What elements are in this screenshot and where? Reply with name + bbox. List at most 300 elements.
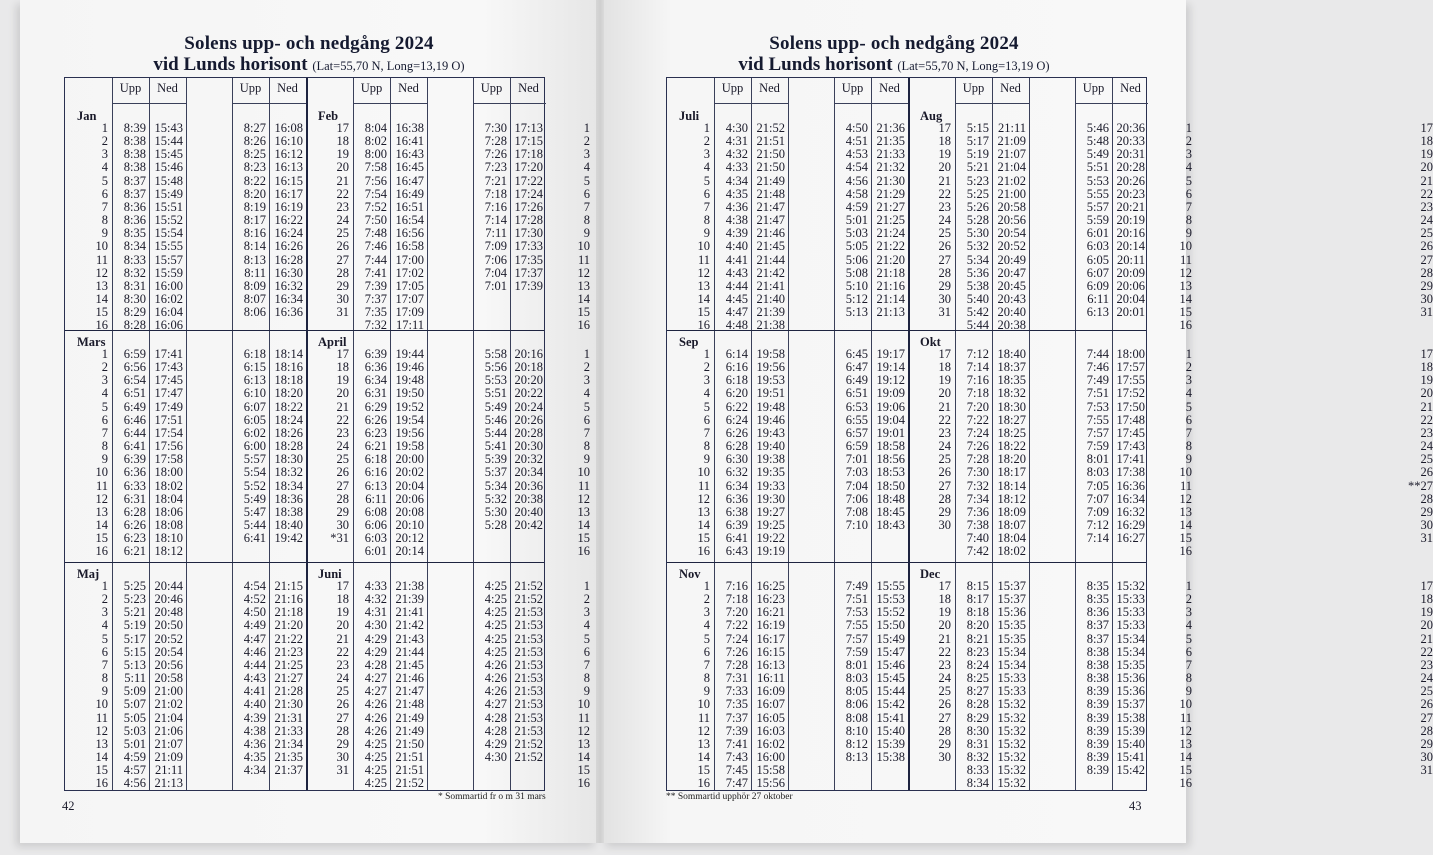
- sunset-time: 19:25: [756, 517, 785, 532]
- sunrise-time: 8:37: [123, 173, 146, 188]
- sunset-time: 19:51: [756, 386, 785, 401]
- sunrise-time: 4:57: [123, 763, 146, 778]
- sunset-time: 21:11: [154, 763, 183, 778]
- day-number: 25: [1420, 684, 1433, 699]
- sunset-time: 16:26: [274, 239, 303, 254]
- month-name-juni: Juni: [318, 567, 342, 581]
- sunset-time: 20:58: [154, 671, 183, 686]
- sunset-time: 21:16: [274, 592, 303, 607]
- day-number: 2: [101, 134, 108, 149]
- day-number: 7: [101, 657, 108, 672]
- day-number: 17: [1420, 347, 1433, 361]
- sunrise-time: 4:29: [364, 644, 387, 659]
- sunrise-time: 4:26: [364, 697, 387, 712]
- sunset-time: 20:16: [514, 347, 543, 361]
- day-number: 15: [697, 305, 710, 320]
- sunrise-time: 5:37: [484, 465, 507, 480]
- sunset-time: 16:51: [395, 199, 424, 214]
- day-number: 14: [577, 749, 590, 764]
- sunset-time: 17:43: [1116, 439, 1145, 454]
- sunrise-time: 4:51: [845, 134, 868, 149]
- sunrise-time: 8:29: [966, 710, 989, 725]
- sunrise-time: 8:39: [1086, 710, 1109, 725]
- sunset-time: 16:34: [1116, 491, 1145, 506]
- sunrise-time: 6:13: [1086, 305, 1109, 320]
- sunrise-time: 5:32: [966, 239, 989, 254]
- sunset-time: 16:17: [274, 186, 303, 201]
- sunrise-time: 5:46: [484, 412, 507, 427]
- sunrise-time: 5:52: [243, 478, 266, 493]
- day-number: 29: [1420, 504, 1433, 519]
- day-number: 13: [697, 278, 710, 293]
- day-number: 9: [1185, 684, 1192, 699]
- day-number: 22: [938, 644, 951, 659]
- sunrise-time: 6:55: [845, 412, 868, 427]
- day-number: 4: [703, 386, 710, 401]
- day-number: 27: [336, 710, 349, 725]
- day-number: 23: [938, 425, 951, 440]
- sunset-time: 16:41: [395, 134, 424, 149]
- day-number: 26: [938, 697, 951, 712]
- sunset-time: 21:27: [876, 199, 905, 214]
- day-number: 27: [1420, 710, 1433, 725]
- day-number: 13: [1179, 278, 1192, 293]
- sunrise-time: 6:18: [364, 452, 387, 467]
- day-number: 11: [95, 478, 108, 493]
- sunrise-time: 8:23: [966, 644, 989, 659]
- day-number: 7: [101, 199, 108, 214]
- day-number: 3: [101, 605, 108, 620]
- sunset-time: 19:14: [876, 360, 905, 375]
- day-number: 18: [938, 592, 951, 607]
- day-number: 10: [95, 465, 108, 480]
- day-number: 10: [577, 697, 590, 712]
- day-number: 8: [583, 439, 590, 454]
- day-number: 29: [938, 278, 951, 293]
- day-number: 11: [1179, 252, 1192, 267]
- day-number: 21: [938, 631, 951, 646]
- sunset-time: 17:22: [514, 173, 543, 188]
- sunrise-time: 6:41: [123, 439, 146, 454]
- sunrise-time: 5:32: [484, 491, 507, 506]
- sunrise-time: 6:32: [725, 465, 748, 480]
- sunset-time: 15:32: [1116, 579, 1145, 593]
- sunset-time: 21:14: [876, 291, 905, 306]
- sun-table: [64, 77, 590, 791]
- sunset-time: 21:42: [756, 265, 785, 280]
- sunrise-time: 4:41: [725, 252, 748, 267]
- sunrise-time: 6:18: [725, 373, 748, 388]
- sunrise-time: 4:35: [243, 749, 266, 764]
- sunset-time: 19:50: [395, 386, 424, 401]
- sunset-time: 20:12: [395, 531, 424, 546]
- day-number: 3: [1185, 147, 1192, 162]
- day-number: 30: [938, 291, 951, 306]
- page-subtitle: [20, 54, 598, 76]
- sunrise-time: 7:20: [966, 399, 989, 414]
- day-number: 14: [95, 517, 108, 532]
- sunset-time: 19:48: [395, 373, 424, 388]
- day-number: 9: [703, 684, 710, 699]
- day-number: 15: [1179, 763, 1192, 778]
- sunset-time: 20:10: [395, 517, 424, 532]
- day-number: 20: [336, 160, 349, 175]
- sunrise-time: 6:36: [123, 465, 146, 480]
- sunset-time: 20:36: [1116, 121, 1145, 135]
- sunset-time: 20:46: [154, 592, 183, 607]
- day-number: 12: [95, 265, 108, 280]
- day-number: 1: [1185, 579, 1192, 593]
- sunrise-time: 8:39: [1086, 736, 1109, 751]
- sunset-time: 19:58: [395, 439, 424, 454]
- sunrise-time: 4:56: [123, 776, 146, 791]
- sunrise-time: 5:44: [484, 425, 507, 440]
- day-number: 5: [583, 631, 590, 646]
- sunrise-time: 6:57: [845, 425, 868, 440]
- day-number: 13: [95, 736, 108, 751]
- sunrise-time: 6:36: [364, 360, 387, 375]
- sunset-time: 19:58: [756, 347, 785, 361]
- column-header-rise: Upp: [480, 81, 503, 95]
- sunset-time: 17:20: [514, 160, 543, 175]
- column-header-rise: Upp: [962, 81, 985, 95]
- sunset-time: 21:41: [395, 605, 424, 620]
- sunset-time: 21:53: [514, 644, 543, 659]
- column-header-rise: Upp: [360, 81, 383, 95]
- sunset-time: 19:42: [274, 531, 303, 546]
- day-number: 17: [938, 347, 951, 361]
- sunset-time: 20:56: [154, 657, 183, 672]
- sunset-time: 15:32: [997, 749, 1026, 764]
- sunset-time: 16:32: [1116, 504, 1145, 519]
- sunset-time: 20:19: [1116, 213, 1145, 228]
- sunset-time: 15:56: [756, 776, 785, 791]
- sunrise-time: 7:47: [725, 776, 748, 791]
- sunset-time: 21:53: [514, 697, 543, 712]
- sunset-time: 16:38: [395, 121, 424, 135]
- column-header-rise: Upp: [841, 81, 864, 95]
- day-number: 30: [336, 749, 349, 764]
- day-number: 28: [1420, 723, 1433, 738]
- sunrise-time: 7:31: [725, 671, 748, 686]
- sunrise-time: 7:48: [364, 226, 387, 241]
- sunrise-time: 8:31: [966, 736, 989, 751]
- sunrise-time: 7:50: [364, 213, 387, 228]
- day-number: 15: [697, 763, 710, 778]
- sunset-time: 21:49: [395, 710, 424, 725]
- sunset-time: 15:42: [876, 697, 905, 712]
- sunset-time: 21:35: [876, 134, 905, 149]
- sunset-time: 18:10: [154, 531, 183, 546]
- day-number: 1: [1185, 347, 1192, 361]
- day-number: 28: [938, 491, 951, 506]
- sunrise-time: 7:41: [364, 265, 387, 280]
- day-number: 30: [938, 517, 951, 532]
- sunrise-time: 8:38: [123, 160, 146, 175]
- sunset-time: 21:16: [876, 278, 905, 293]
- sunrise-time: 4:47: [725, 305, 748, 320]
- sunset-time: 15:32: [997, 723, 1026, 738]
- sunset-time: 21:53: [514, 618, 543, 633]
- sunset-time: 20:50: [154, 618, 183, 633]
- sunset-time: 18:06: [154, 504, 183, 519]
- month-name-sep: Sep: [679, 335, 699, 349]
- page-subtitle: [602, 54, 1186, 76]
- sunrise-time: 8:25: [966, 671, 989, 686]
- sunset-time: 20:24: [514, 399, 543, 414]
- sunset-time: 15:55: [154, 239, 183, 254]
- day-number: 4: [583, 386, 590, 401]
- day-number: 6: [583, 186, 590, 201]
- sunset-time: 21:22: [876, 239, 905, 254]
- sunrise-time: 7:20: [725, 605, 748, 620]
- day-number: 6: [1185, 412, 1192, 427]
- sunset-time: 15:34: [1116, 631, 1145, 646]
- day-number: 26: [1420, 239, 1433, 254]
- day-number: 6: [703, 412, 710, 427]
- sunrise-time: 4:40: [725, 239, 748, 254]
- day-number: 29: [336, 736, 349, 751]
- sunrise-time: 7:55: [1086, 412, 1109, 427]
- sunrise-time: 6:38: [725, 504, 748, 519]
- sunset-time: 21:02: [997, 173, 1026, 188]
- sunrise-time: 4:39: [725, 226, 748, 241]
- footnote: ** Sommartid upphör 27 oktober: [666, 792, 793, 802]
- sunset-time: 20:26: [514, 412, 543, 427]
- sunrise-time: 7:24: [966, 425, 989, 440]
- day-number: 30: [1420, 517, 1433, 532]
- sunset-time: 21:28: [274, 684, 303, 699]
- sunrise-time: 7:28: [484, 134, 507, 149]
- sunset-time: 20:30: [514, 439, 543, 454]
- sunrise-time: 6:13: [243, 373, 266, 388]
- day-number: 28: [1420, 491, 1433, 506]
- day-number: 14: [697, 291, 710, 306]
- day-number: 19: [336, 147, 349, 162]
- sunrise-time: 4:27: [484, 697, 507, 712]
- sunset-time: 19:27: [756, 504, 785, 519]
- day-number: 18: [1420, 134, 1433, 149]
- sunrise-time: 7:37: [725, 710, 748, 725]
- day-number: 22: [336, 186, 349, 201]
- sunset-time: 18:24: [274, 412, 303, 427]
- sunset-time: 17:33: [514, 239, 543, 254]
- header-underline: [1075, 103, 1148, 104]
- sunset-time: 18:30: [274, 452, 303, 467]
- sunrise-time: 5:57: [243, 452, 266, 467]
- day-number: 26: [336, 239, 349, 254]
- sunset-time: 15:49: [154, 186, 183, 201]
- sunset-time: 15:35: [997, 631, 1026, 646]
- day-number: 15: [1179, 305, 1192, 320]
- sunrise-time: 5:12: [845, 291, 868, 306]
- sunrise-time: 5:46: [1086, 121, 1109, 135]
- day-number: 11: [577, 252, 590, 267]
- sunrise-time: 4:30: [484, 749, 507, 764]
- sunset-time: 15:36: [997, 605, 1026, 620]
- sunrise-time: 8:27: [243, 121, 266, 135]
- sunrise-time: 8:02: [364, 134, 387, 149]
- day-number: 9: [1185, 226, 1192, 241]
- sunrise-time: 5:34: [484, 478, 507, 493]
- day-number: 5: [101, 631, 108, 646]
- month-name-juli: Juli: [679, 109, 700, 123]
- sunrise-time: 4:47: [243, 631, 266, 646]
- sunset-time: 19:38: [756, 452, 785, 467]
- sunrise-time: 7:05: [1086, 478, 1109, 493]
- day-number: 15: [577, 763, 590, 778]
- sunset-time: 17:28: [514, 213, 543, 228]
- sunset-time: 21:30: [274, 697, 303, 712]
- sunrise-time: 5:47: [243, 504, 266, 519]
- day-number: 12: [1179, 723, 1192, 738]
- day-number: 7: [1185, 425, 1192, 440]
- sunrise-time: 6:53: [845, 399, 868, 414]
- sunrise-time: 4:50: [243, 605, 266, 620]
- sunrise-time: 7:14: [484, 213, 507, 228]
- sunrise-time: 7:16: [484, 199, 507, 214]
- day-number: 17: [336, 579, 349, 593]
- sunset-time: 17:41: [154, 347, 183, 361]
- sunset-time: 20:54: [154, 644, 183, 659]
- sunrise-time: 8:39: [1086, 697, 1109, 712]
- sunset-time: 19:52: [395, 399, 424, 414]
- sunset-time: 21:23: [274, 644, 303, 659]
- sunrise-time: 8:00: [364, 147, 387, 162]
- sunset-time: 15:43: [154, 121, 183, 135]
- sunrise-time: 7:39: [725, 723, 748, 738]
- sunrise-time: 8:05: [845, 684, 868, 699]
- sunrise-time: 7:39: [364, 278, 387, 293]
- day-number: 29: [938, 504, 951, 519]
- sunset-time: 20:47: [997, 265, 1026, 280]
- day-number: 4: [703, 160, 710, 175]
- sunrise-time: 8:31: [123, 278, 146, 293]
- sunrise-time: 8:39: [1086, 723, 1109, 738]
- sunrise-time: 6:41: [243, 531, 266, 546]
- sunset-time: 16:07: [756, 697, 785, 712]
- day-number: 8: [703, 213, 710, 228]
- sunrise-time: 4:28: [364, 657, 387, 672]
- subtitle-coordinates: (Lat=55,70 N, Long=13,19 O): [312, 59, 465, 73]
- sunset-time: 15:33: [997, 671, 1026, 686]
- sunrise-time: 7:35: [725, 697, 748, 712]
- sunset-time: 18:27: [997, 412, 1026, 427]
- sunrise-time: 8:34: [123, 239, 146, 254]
- sunrise-time: 7:12: [966, 347, 989, 361]
- sunset-time: 16:11: [756, 671, 785, 686]
- sunset-time: 17:45: [154, 373, 183, 388]
- sunrise-time: 7:49: [845, 579, 868, 593]
- sunrise-time: 7:03: [845, 465, 868, 480]
- day-number: 18: [336, 360, 349, 375]
- day-number: 27: [938, 710, 951, 725]
- sunrise-time: 6:49: [123, 399, 146, 414]
- day-number: 26: [938, 239, 951, 254]
- sunrise-time: 6:01: [364, 544, 387, 559]
- sunrise-time: 4:36: [243, 736, 266, 751]
- sunset-time: 20:04: [1116, 291, 1145, 306]
- sunrise-time: 5:54: [243, 465, 266, 480]
- sunrise-time: 8:35: [1086, 579, 1109, 593]
- day-number: 8: [101, 439, 108, 454]
- sunrise-time: 4:38: [725, 213, 748, 228]
- sunset-time: 16:23: [756, 592, 785, 607]
- sunset-time: 21:44: [395, 644, 424, 659]
- day-number: 9: [1185, 452, 1192, 467]
- sunset-time: 18:00: [154, 465, 183, 480]
- day-number: 5: [583, 399, 590, 414]
- sunset-time: 17:55: [1116, 373, 1145, 388]
- sunrise-time: 6:14: [725, 347, 748, 361]
- sunrise-time: 6:54: [123, 373, 146, 388]
- sunset-time: 16:15: [756, 644, 785, 659]
- day-number: 27: [336, 478, 349, 493]
- sunset-time: 21:37: [274, 763, 303, 778]
- day-number: 9: [101, 226, 108, 241]
- sunset-time: 21:52: [395, 776, 424, 791]
- column-header-set: Ned: [1000, 81, 1021, 95]
- sunset-time: 20:43: [997, 291, 1026, 306]
- sunset-time: 18:35: [997, 373, 1026, 388]
- sunset-time: 16:04: [154, 305, 183, 320]
- sunrise-time: 7:26: [725, 644, 748, 659]
- day-number: 3: [703, 605, 710, 620]
- day-number: 30: [938, 749, 951, 764]
- sunset-time: 17:56: [154, 439, 183, 454]
- column-header-rise: Upp: [1082, 81, 1105, 95]
- day-number: 27: [938, 252, 951, 267]
- sunset-time: 21:46: [395, 671, 424, 686]
- sunrise-time: 5:23: [123, 592, 146, 607]
- sunset-time: 21:48: [395, 697, 424, 712]
- sunrise-time: 8:36: [1086, 605, 1109, 620]
- day-number: 1: [583, 121, 590, 135]
- sunrise-time: 8:01: [845, 657, 868, 672]
- sunset-time: 15:44: [876, 684, 905, 699]
- sunrise-time: 6:26: [364, 412, 387, 427]
- sunrise-time: 8:28: [123, 318, 146, 333]
- sunrise-time: 5:11: [124, 671, 146, 686]
- sunset-time: 20:18: [514, 360, 543, 375]
- sunset-time: 17:11: [395, 318, 424, 333]
- sunrise-time: 8:04: [364, 121, 387, 135]
- sunrise-time: 5:49: [1086, 147, 1109, 162]
- sunset-time: 15:39: [1116, 723, 1145, 738]
- column-divider: [908, 78, 910, 790]
- day-number: 1: [583, 347, 590, 361]
- column-divider: [186, 78, 187, 790]
- sunset-time: 21:27: [274, 671, 303, 686]
- day-number: 11: [577, 478, 590, 493]
- day-number: 16: [1179, 776, 1192, 791]
- sunset-time: 18:37: [997, 360, 1026, 375]
- day-number: 12: [95, 491, 108, 506]
- sunset-time: 16:06: [154, 318, 183, 333]
- day-number: 5: [703, 631, 710, 646]
- sunset-time: 16:00: [756, 749, 785, 764]
- sunrise-time: 5:23: [966, 173, 989, 188]
- day-number: 16: [697, 776, 710, 791]
- sunset-time: 20:04: [395, 478, 424, 493]
- sunset-time: 18:12: [154, 544, 183, 559]
- day-number: 24: [336, 213, 349, 228]
- sunrise-time: 8:23: [243, 160, 266, 175]
- sunrise-time: 8:03: [845, 671, 868, 686]
- sunrise-time: 4:28: [484, 710, 507, 725]
- sunrise-time: 6:39: [123, 452, 146, 467]
- sunset-time: 15:34: [1116, 644, 1145, 659]
